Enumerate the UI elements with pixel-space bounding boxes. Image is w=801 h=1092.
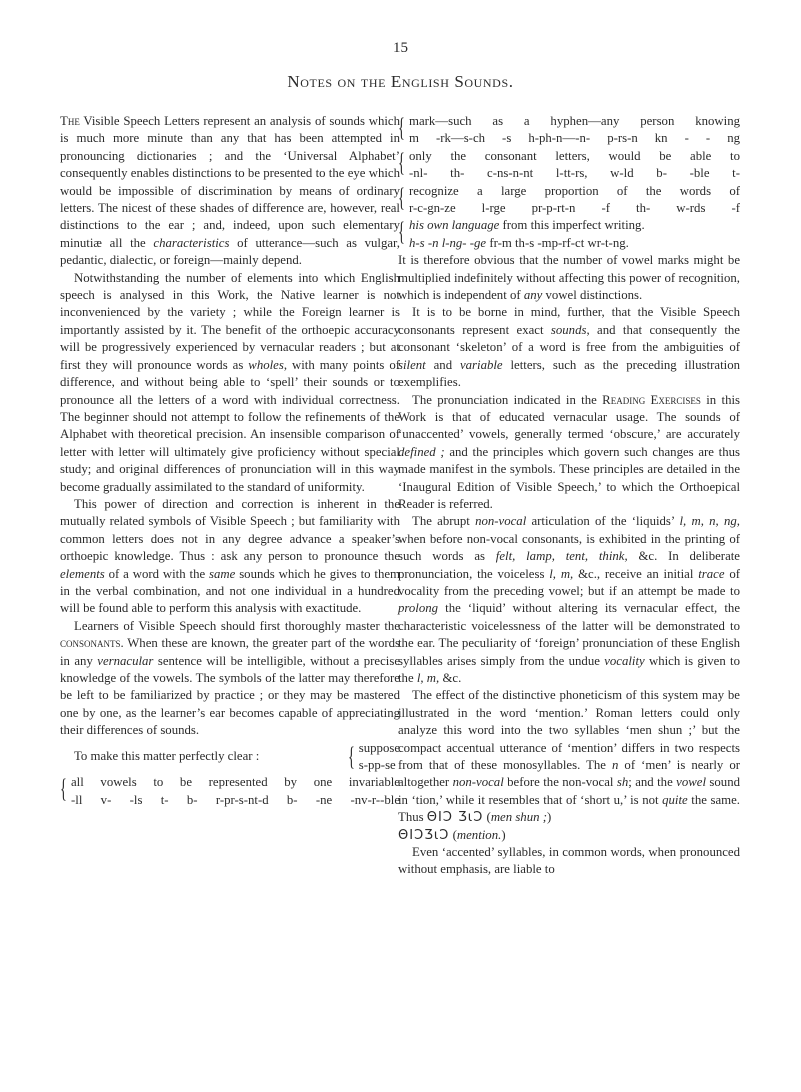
right-column [398, 113, 740, 879]
paragraph: The abrupt non-vocal articulation of the ‘liquids’ l, m, n, ng, when before non-vocal consonants, is exhibited in the printing of such words as felt, lamp, tent, think, &c. In deliberate pronunciation, the voiceless l, m, &c., receive an initial trace of vocality from the preceding vowel; but if an attempt be made to prolong the ‘liquid’ without altering its vernacular effect, the characteristic voicelessness of the latter will be demonstrated to the ear. The peculiarity of ‘foreign’ pronunciation of these English syllables arises simply from the undue vocality which is given to the l, m, &c. [398, 514, 740, 685]
page-title: Notes on the English Sounds. [287, 72, 514, 91]
paragraph: Notwithstanding the number of elements into which English speech is analysed in this Work, the Native learner is not inconvenienced by the variety ; while the Foreign learner is importantly assisted by it. The benefit of the orthoepic accuracy will be progressively experienced by vernacular readers ; but at first they will pronounce words as wholes, with many points of difference, and without being able to ‘spell’ their sounds or to pronounce all the letters of a word with individual correctness. The beginner should not attempt to follow the refinements of the Alphabet with theoretical precision. An insensible comparison of letter with letter will ultimately give proficiency without special study; and original differences of pronunciation will in this way become gradually assimilated to the standard of uniformity. [60, 270, 401, 494]
brace-glyph: { [398, 147, 405, 177]
example-brace: { mark—such as a hyphen—any person knowing m -rk—s-ch -s h-ph-n—-n- p-rs-n kn - - ng [398, 113, 740, 148]
lead-word: The [60, 114, 80, 128]
paragraph: The pronunciation indicated in the Reading Exercises in this Work is that of educated vernacular usage. The sounds of ‘unaccented’ vowels, generally termed ‘obscure,’ are accurately defined ; and the principles which govern such changes are thus made manifest in the symbols. These principles are detailed in the ‘Inaugural Edition of Visible Speech,’ to which the Orthoepical Reader is referred. [398, 392, 740, 511]
brace-glyph: { [60, 774, 67, 804]
example-brace: { all vowels to be represented by one invariable -ll v- -ls t- b- r-pr-s-nt-d b- -ne -nv-r--ble [60, 774, 400, 809]
paragraph: Learners of Visible Speech should first thoroughly master the consonants. When these are known, the greater part of the words in any vernacular sentence will be intelligible, without a precise knowledge of the vowels. The symbols of the latter may therefore be left to be familiarized by practice ; or they may be mastered one by one, as the learner’s ear becomes capable of appreciating their differences of sounds. [60, 618, 400, 738]
paragraph: Even ‘accented’ syllables, in common words, when pronounced without emphasis, are liable to [398, 845, 740, 877]
paragraph: It is to be borne in mind, further, that the Visible Speech consonants represent exact sounds, and that consequently the consonant ‘skeleton’ of a word is free from the ambiguities of silent and variable letters, such as the preceding illustration exemplifies. [398, 305, 740, 390]
brace-glyph: { [398, 113, 405, 142]
brace-glyph: { [398, 217, 405, 247]
left-column [60, 113, 400, 809]
visible-speech-glyphs: ΘΙƆ ƷɩƆ [426, 810, 484, 826]
paragraph: This power of direction and correction is inherent in the mutually related symbols of Visible Speech ; but familiarity with common letters does not in any degree advance a speaker’s orthoepic knowledge. Thus : ask any person to pronounce the elements of a word with the same sounds which he gives to them in the verbal combination, and not one individual in a hundred will be found able to perform this analysis with exactitude. [60, 496, 400, 616]
example-lead: To make this matter perfectly clear : { suppose s-pp-se [74, 740, 400, 773]
paragraph: The Visible Speech Letters represent an analysis of sounds which is much more minute than any that has been attempted in pronouncing dictionaries ; and the ‘Universal Alphabet’ consequently enables distinctions to be presented to the eye which would be impossible of discrimination by means of ordinary letters. The nicest of these shades of difference are, however, real distinctions to the ear ; and, indeed, upon such elementary minutiæ all the characteristics of utterance—such as vulgar, pedantic, dialectic, or foreign—mainly depend. [60, 114, 400, 268]
page-number: 15 [393, 40, 408, 56]
example-brace: { his own language from this imperfect writing. h-s -n l-ng- -ge fr-m th-s -mp-rf-ct wr-t-ng. [398, 217, 740, 252]
example-brace: { recognize a large proportion of the words of r-c-gn-ze l-rge pr-p-rt-n -f th- w-rds -f [398, 183, 740, 218]
paragraph: The effect of the distinctive phoneticism of this system may be illustrated in the word ‘mention.’ Roman letters could only analyze this word into the two syllables ‘men shun ;’ but the compact accentual utterance of ‘mention’ differs in two respects from that of these monosyllables. The n of ‘men’ is nearly or altogether non-vocal before the non-vocal sh; and the vowel sound in ‘tion,’ while it resembles that of ‘short u,’ is not quite the same. Thus ΘΙƆ ƷɩƆ (men shun ;) ΘΙƆƷɩƆ (mention.) [398, 688, 740, 843]
brace-glyph: { [347, 742, 355, 772]
example-brace: { only the consonant letters, would be able to -nl- th- c-ns-n-nt l-tt-rs, w-ld b- -ble t- [398, 148, 740, 183]
paragraph: It is therefore obvious that the number of vowel marks might be multiplied indefinitely without affecting this power of recognition, which is independent of any vowel distinctions. [398, 253, 740, 303]
brace-glyph: { [398, 182, 405, 212]
visible-speech-glyphs: ΘΙƆƷɩƆ [398, 827, 450, 843]
